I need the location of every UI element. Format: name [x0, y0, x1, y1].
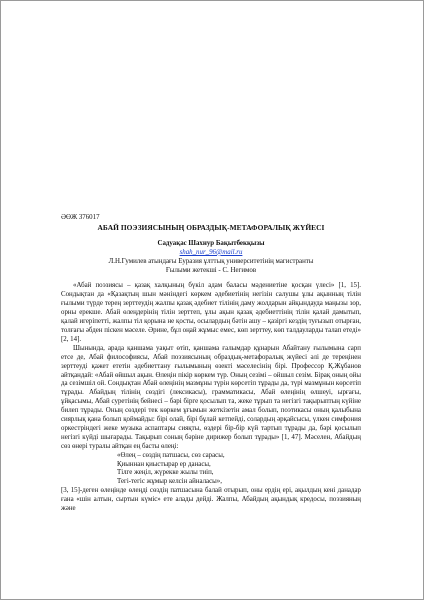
- author-email-link[interactable]: shah_nur_96@mail.ru: [179, 248, 243, 256]
- poem-quote: [117, 452, 361, 488]
- poem-line: Қиыннан қиыстырар ер данасы,: [117, 460, 211, 468]
- body-paragraph: «Абай поэзиясы – қазақ халқының бүкіл адам баласы мәдениетіне қосқан үлесі» [1, 15]. Сондықтан да «Қазақтың шын мәніндегі көркем әдебиетінің негізін салушы ұлы ақынның тілін ғылыми түрде терең зерттеудің жалпы қазақ әдебиет тілінің даму жолдарын айқындауда маңызы зор, орны ерекше. Абай өлеңдерінің тілін зерттеп, ұлы ақын қазақ әдебиеттінің тілін қалай дамытып, қалай игеріпетті, жалпы тіл қорына не қосты, осылардың бәтін ашу – қазіргі кездің туғызып отырған, толғағы әбден піскен мәселе. Әрине, бұл оңай жұмыс емес, көп зерттеу, көп талдауларды талап етеді» [2, 14].: [61, 282, 361, 343]
- author-block: [61, 240, 361, 276]
- poem-line: «Өлең – сөздің патшасы, сөз сарасы,: [117, 451, 225, 459]
- poem-line: Тілге жеңіл, жүрекке жылы тиіп,: [117, 469, 214, 477]
- article-body: [61, 282, 361, 514]
- scientific-advisor: Ғылыми жетекші - С. Негимов: [165, 266, 257, 274]
- page-content: [61, 214, 361, 514]
- body-paragraph-continuation: [3, 15]-деген өлеңінде өлеңді сөздің патшасына балай отырып, оны ердің ері, ақылдың кені данадар ғана «шін алтын, сыртын күміс» ете алады дейді. Жалпы, Абайдың ақындық кредосы, поэзияның және: [61, 487, 361, 513]
- body-paragraph: Шынында, арада қаншама уақыт өтіп, қаншама ғалымдар құнарын Абайтану ғылымына сарп етсе де, Абай философиясы, Абай поэзиясының образдық-метафоралық жүйесі әлі де тереңінен зерттеуді қажет ететін әдебиеттану ғылымының өзекті мәселесінің бірі. Профессор Қ.Жұбанов айтқандай: «Абай өйшыл ақын. Өлеңін пікір көркем түр. Оның сезімі – ойшыл сезім. Бірақ оның ойы да сезімшіл ой. Сондықтан Абай өлеңінің мазмұны түрін көрсетіп тұрады да, түрі мазмұнын көрсетіп тұрады. Абайдың тілінің сөздігі (лексикасы), грамматикасы, Абай өлеңінің өлшеуі, ырғағы, ұйқасымы, Абай суретінің бейнесі – бәрі бірге қосылып та, жеке тұрып та негізгі тақырыптың күйіне билеп тұрады. Оның сөздері тек көркем ұғымын жеткізетін амал болып, поэтикасы оның қалыбына сиярлық қана болып қоймайды: бірі олай, бірі бұлай кетпейді, солардың әрқайсысы, үлкен симфония оркестріндегі жеке музыка аспаптары сияқты, өздері бір-бір күй тартып тұрады да, бәрі қосылып негізгі күйді шығарады. Тақырып соның бәріне дирижер болып тұрады» [1, 47]. Мәселен, Абайдың сөз өнері туралы айтқан ең басты өлеңі:: [61, 344, 361, 450]
- article-title: АБАЙ ПОЭЗИЯСЫНЫҢ ОБРАЗДЫҚ-МЕТАФОРАЛЫҚ ЖҮЙЕСІ: [97, 222, 325, 232]
- poem-line: Тегі-тегіс жұмыр келсін айналасы»,: [117, 478, 222, 486]
- author-name: Садуақас Шахнур Бақытбекқызы: [157, 239, 265, 247]
- author-affiliation: Л.Н.Гумилев атындағы Еуразия ұлттық университетінің магистранты: [108, 257, 314, 265]
- udk-code: ӘӨЖ 376017: [61, 214, 100, 221]
